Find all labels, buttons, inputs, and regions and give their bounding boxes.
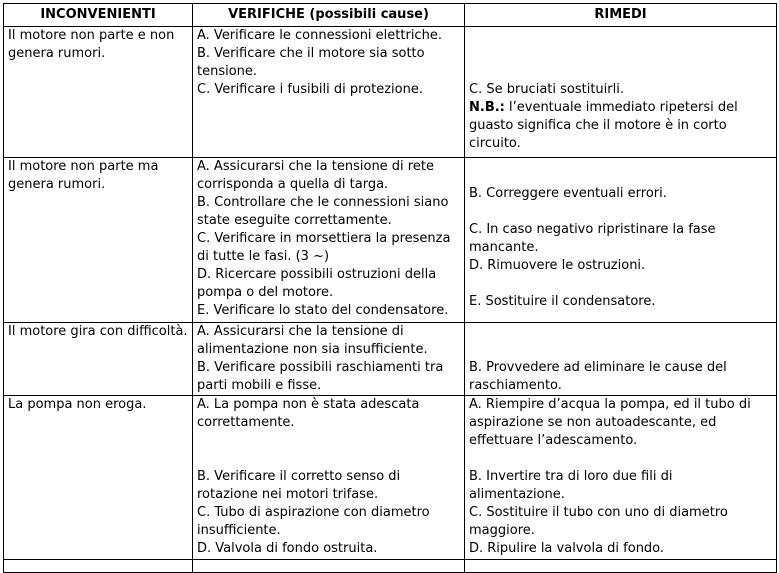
- table-row-partial: [4, 560, 777, 573]
- check-item: B. Verificare il corretto senso di rotazione nei motori trifase.: [197, 469, 401, 502]
- problem-cell: [4, 560, 193, 573]
- check-item: C. Verificare in morsettiera la presenza di tutte le fasi. (3 ~): [197, 231, 451, 264]
- check-item: B. Verificare che il motore sia sotto tensione.: [197, 46, 425, 79]
- remedies-cell: [465, 560, 777, 573]
- check-item: D. Ricercare possibili ostruzioni della pompa o del motore.: [197, 267, 437, 300]
- checks-cell: [193, 560, 465, 573]
- checks-cell: [193, 323, 465, 396]
- header-verifiche: VERIFICHE (possibili cause): [193, 4, 465, 27]
- check-item: A. Assicurarsi che la tensione di rete corrisponda a quella di targa.: [197, 159, 434, 192]
- problem-cell: [4, 158, 193, 323]
- troubleshooting-table: [3, 3, 777, 573]
- check-item: B. Controllare che le connessioni siano state eseguite correttamente.: [197, 195, 449, 228]
- check-item: D. Valvola di fondo ostruita.: [197, 541, 378, 556]
- check-item: A. Verificare le connessioni elettriche.: [197, 28, 442, 43]
- remedy-item: C. Se bruciati sostituirli.: [469, 82, 624, 97]
- check-item: C. Tubo di aspirazione con diametro insufficiente.: [197, 505, 430, 538]
- remedies-cell: [465, 323, 777, 396]
- table-row: [4, 158, 777, 323]
- table-row: [4, 27, 777, 158]
- remedy-note: [469, 99, 772, 153]
- nb-label: N.B.:: [469, 100, 505, 115]
- header-row: [4, 4, 777, 27]
- remedy-item: D. Rimuovere le ostruzioni.: [469, 258, 646, 273]
- table-row: [4, 396, 777, 560]
- checks-cell: [193, 27, 465, 158]
- check-item: E. Verificare lo stato del condensatore.: [197, 303, 449, 318]
- remedy-item: C. In caso negativo ripristinare la fase mancante.: [469, 222, 716, 255]
- remedy-item: A. Riempire d’acqua la pompa, ed il tubo di aspirazione se non autoadescante, ed effettuare l’adescamento.: [469, 397, 751, 448]
- remedy-item: B. Provvedere ad eliminare le cause del raschiamento.: [469, 360, 727, 393]
- problem-cell: [4, 396, 193, 560]
- problem-cell: [4, 27, 193, 158]
- check-item: C. Verificare i fusibili di protezione.: [197, 82, 423, 97]
- problem-text: Il motore gira con difficoltà.: [8, 324, 188, 339]
- table-row: [4, 323, 777, 396]
- remedy-item: C. Sostituire il tubo con uno di diametro maggiore.: [469, 505, 728, 538]
- problem-cell: [4, 323, 193, 396]
- problem-text: La pompa non eroga.: [8, 397, 147, 412]
- problem-text: Il motore non parte e non genera rumori.: [8, 28, 175, 61]
- problem-text: Il motore non parte ma genera rumori.: [8, 159, 159, 192]
- remedy-item: D. Ripulire la valvola di fondo.: [469, 541, 665, 556]
- checks-cell: [193, 396, 465, 560]
- remedies-cell: [465, 158, 777, 323]
- remedy-item: B. Correggere eventuali errori.: [469, 186, 667, 201]
- check-item: A. Assicurarsi che la tensione di alimentazione non sia insufficiente.: [197, 324, 428, 357]
- remedy-item: E. Sostituire il condensatore.: [469, 294, 656, 309]
- header-rimedi: RIMEDI: [465, 4, 777, 27]
- remedies-cell: [465, 27, 777, 158]
- remedy-item: B. Invertire tra di loro due fili di alimentazione.: [469, 469, 673, 502]
- nb-text: l’eventuale immediato ripetersi del guasto significa che il motore è in corto circuito.: [469, 100, 738, 151]
- header-inconvenienti: INCONVENIENTI: [4, 4, 193, 27]
- checks-cell: [193, 158, 465, 323]
- remedies-cell: [465, 396, 777, 560]
- check-item: A. La pompa non è stata adescata correttamente.: [197, 397, 420, 430]
- check-item: B. Verificare possibili raschiamenti tra parti mobili e fisse.: [197, 360, 444, 393]
